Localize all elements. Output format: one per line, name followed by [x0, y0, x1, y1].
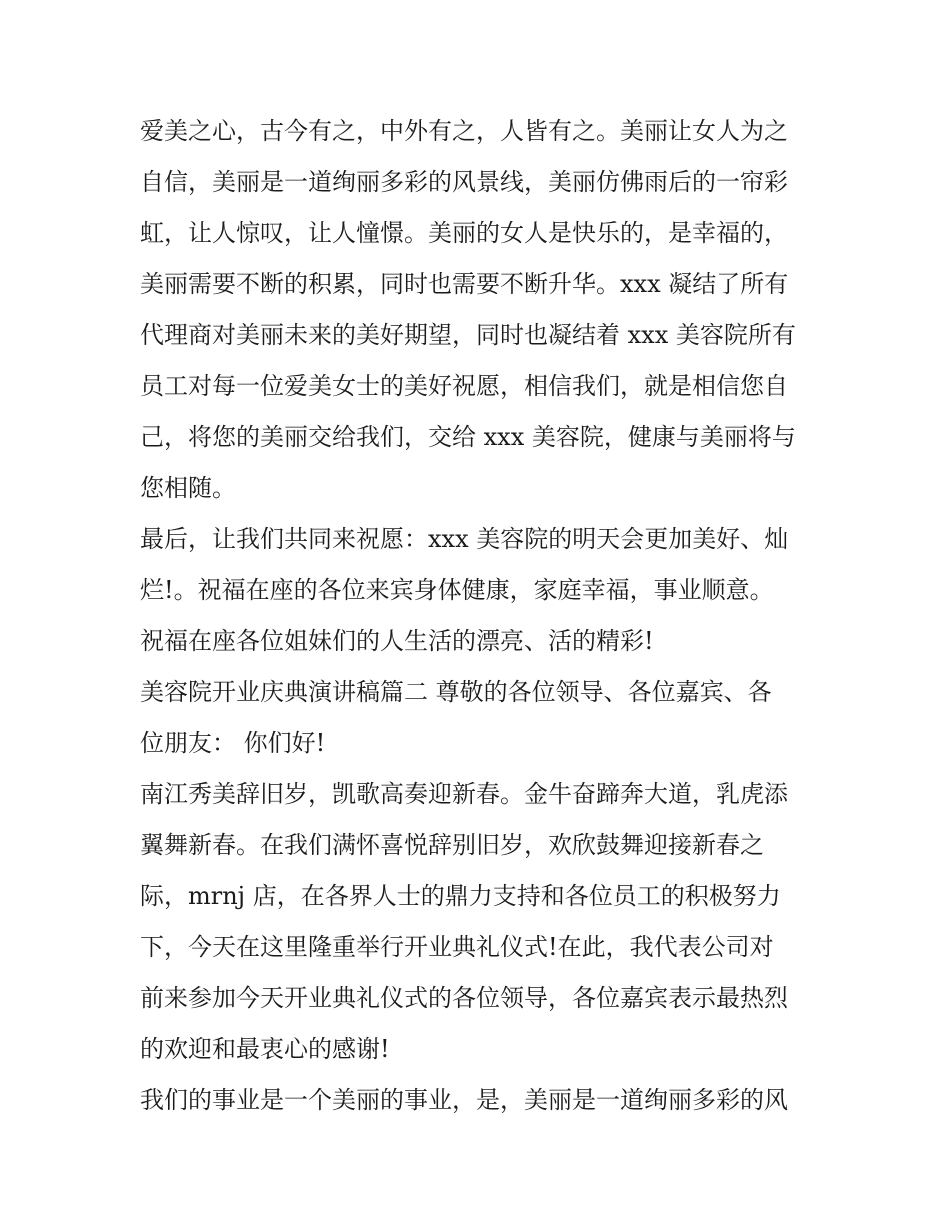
- text-line: 虹，让人惊叹，让人憧憬。美丽的女人是快乐的，是幸福的，: [140, 219, 788, 247]
- text-line: 烂!。祝福在座的各位来宾身体健康，家庭幸福，事业顺意。: [140, 576, 774, 604]
- text-line: 自信，美丽是一道绚丽多彩的风景线，美丽仿佛雨后的一帘彩: [140, 168, 788, 196]
- text-line: 最后，让我们共同来祝愿：xxx 美容院的明天会更加美好、灿: [140, 525, 789, 553]
- text-line: 我们的事业是一个美丽的事业，是，美丽是一道绚丽多彩的风: [140, 1086, 788, 1114]
- text-line: 翼舞新春。在我们满怀喜悦辞别旧岁，欢欣鼓舞迎接新春之: [140, 831, 764, 859]
- body-text: [140, 106, 820, 1126]
- text-line: 己，将您的美丽交给我们，交给 xxx 美容院，健康与美丽将与: [140, 423, 796, 451]
- text-line: 的欢迎和最衷心的感谢!: [140, 1035, 390, 1063]
- text-line: 位朋友： 你们好!: [140, 729, 326, 757]
- text-line: 代理商对美丽未来的美好期望，同时也凝结着 xxx 美容院所有: [140, 321, 796, 349]
- text-line: 南江秀美辞旧岁，凯歌高奏迎新春。金牛奋蹄奔大道，乳虎添: [140, 780, 788, 808]
- text-line: 美容院开业庆典演讲稿篇二 尊敬的各位领导、各位嘉宾、各: [140, 678, 772, 706]
- text-line: 前来参加今天开业典礼仪式的各位领导，各位嘉宾表示最热烈: [140, 984, 788, 1012]
- text-line: 祝福在座各位姐妹们的人生活的漂亮、活的精彩!: [140, 627, 654, 655]
- text-line: 美丽需要不断的积累，同时也需要不断升华。xxx 凝结了所有: [140, 270, 789, 298]
- text-line: 际，mrnj 店，在各界人士的鼎力支持和各位员工的积极努力: [140, 882, 781, 910]
- text-line: 下，今天在这里隆重举行开业典礼仪式!在此，我代表公司对: [140, 933, 774, 961]
- text-line: 您相随。: [140, 474, 236, 502]
- text-line: 员工对每一位爱美女士的美好祝愿，相信我们，就是相信您自: [140, 372, 788, 400]
- text-line: 爱美之心，古今有之，中外有之，人皆有之。美丽让女人为之: [140, 117, 788, 145]
